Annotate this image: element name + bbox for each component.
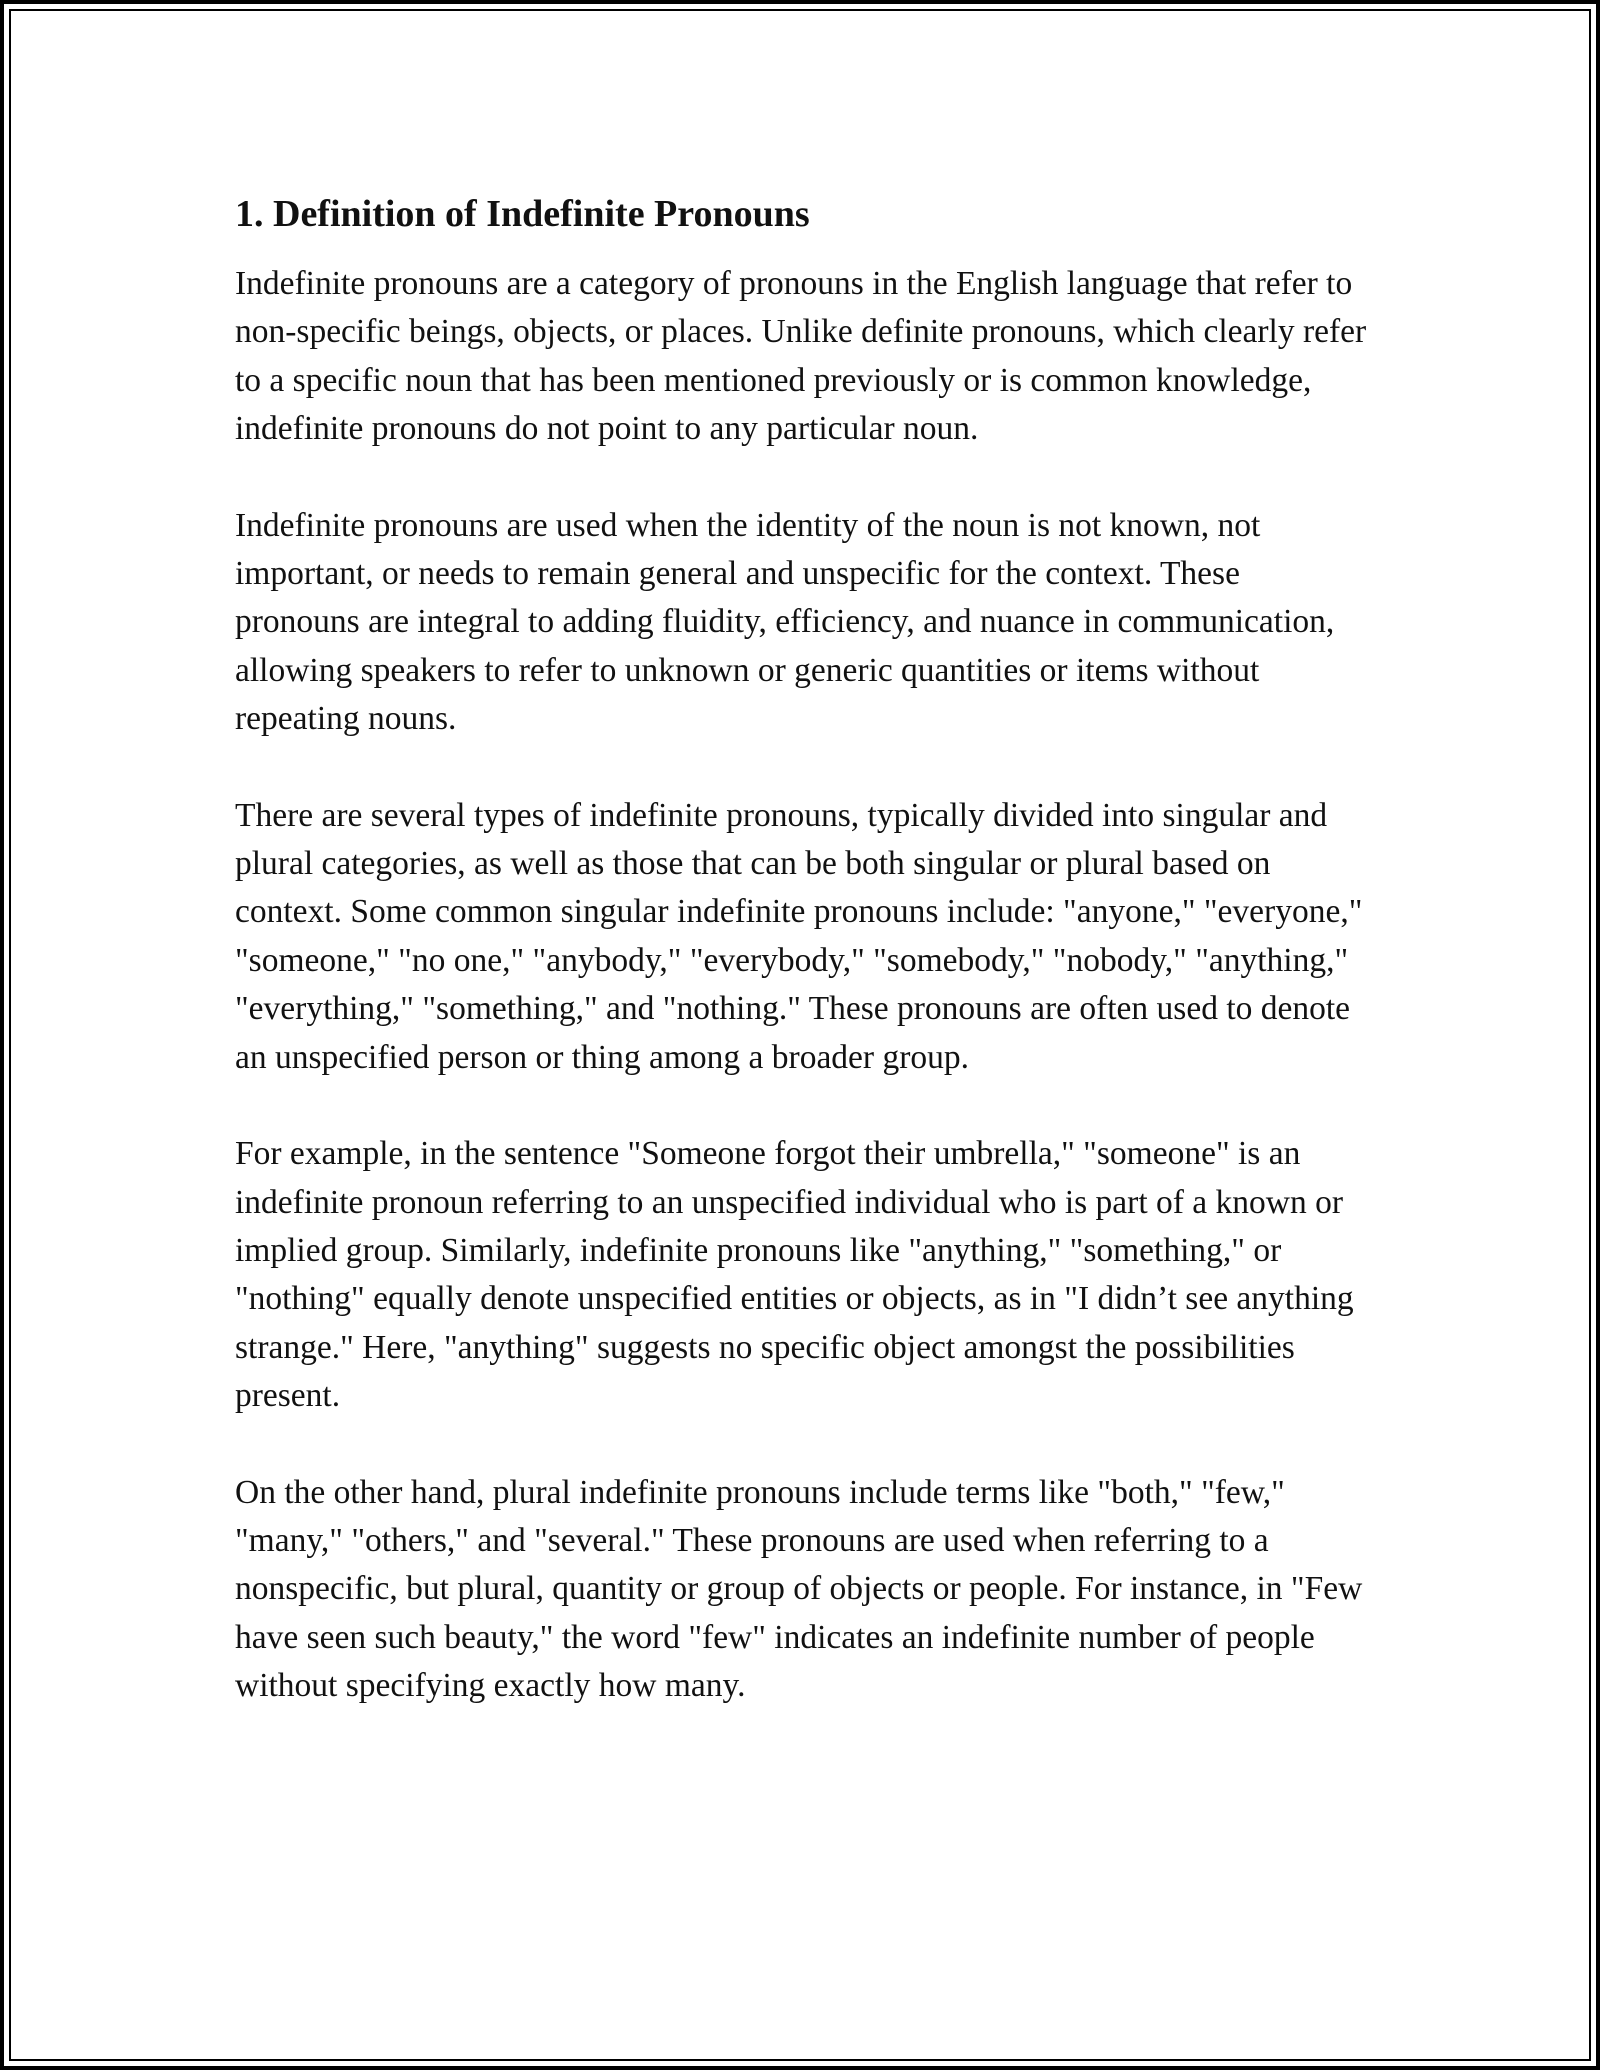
paragraph-types: There are several types of indefinite pronouns, typically divided into singular and plural categories, as well as those that can be both singular or plural based on context. Some common singular indefinite pronouns include: "anyone," "everyone," "someone," "no one," "anybody," "everybody," "somebody," "nobody," "anything," "everything," "something," and "nothing." These pronouns are often used to denote an unspecified person or thing among a broader group. bbox=[235, 796, 1363, 1076]
document-body bbox=[235, 186, 1370, 1711]
section-heading: 1. Definition of Indefinite Pronouns bbox=[235, 193, 810, 235]
paragraph-plural: On the other hand, plural indefinite pronouns include terms like "both," "few," "many," "others," and "several." These pronouns are used when referring to a nonspecific, but plural, quantity or group of objects or people. For instance, in "Few have seen such beauty," the word "few" indicates an indefinite number of people without specifying exactly how many. bbox=[235, 1473, 1363, 1705]
paragraph-usage: Indefinite pronouns are used when the identity of the noun is not known, not important, or needs to remain general and unspecific for the context. These pronouns are integral to adding fluidity, efficiency, and nuance in communication, allowing speakers to refer to unknown or generic quantities or items without repeating nouns. bbox=[235, 506, 1335, 738]
paragraph-definition: Indefinite pronouns are a category of pronouns in the English language that refer to non-specific beings, objects, or places. Unlike definite pronouns, which clearly refer to a specific noun that has been mentioned previously or is common knowledge, indefinite pronouns do not point to any particular noun. bbox=[235, 265, 1367, 448]
paragraph-example: For example, in the sentence "Someone forgot their umbrella," "someone" is an indefinite pronoun referring to an unspecified individual who is part of a known or implied group. Similarly, indefinite pronouns like "anything," "something," or "nothing" equally denote unspecified entities or objects, as in "I didn’t see anything strange." Here, "anything" suggests no specific object amongst the possibilities present. bbox=[235, 1135, 1354, 1415]
